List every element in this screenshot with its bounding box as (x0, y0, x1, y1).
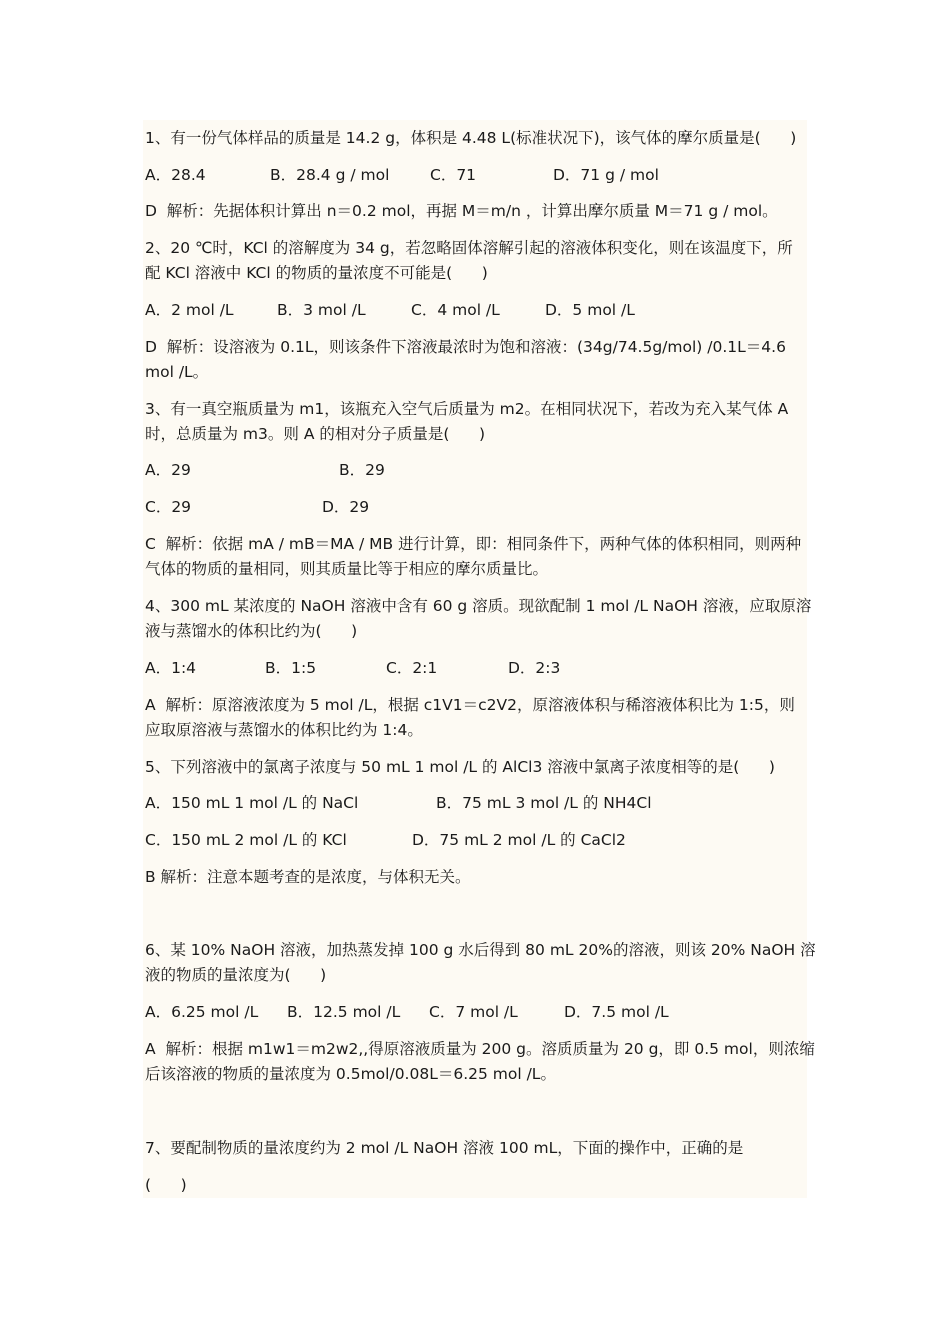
question-2-option-a: A．2 mol /L (145, 301, 234, 319)
question-1-option-a: A．28.4 (145, 166, 206, 184)
question-3-option-c: C．29 (145, 498, 192, 516)
question-6-stem-line-2: 液的物质的量浓度为( ) (145, 966, 327, 984)
question-2-analysis-line-1: D 解析：设溶液为 0.1L，则该条件下溶液最浓时为饱和溶液：(34g/74.5g/mol) /0.1L＝4.6 (145, 338, 786, 356)
question-2-option-d: D．5 mol /L (545, 301, 635, 319)
question-6-option-b: B．12.5 mol /L (287, 1003, 401, 1021)
question-4-option-b: B．1:5 (265, 659, 317, 677)
question-4-analysis-line-1: A 解析：原溶液浓度为 5 mol /L，根据 c1V1＝c2V2，原溶液体积与稀溶液体积比为 1:5，则 (145, 696, 795, 714)
question-4-analysis-line-2: 应取原溶液与蒸馏水的体积比约为 1:4。 (145, 721, 423, 739)
question-3-option-a: A．29 (145, 461, 191, 479)
question-1-stem: 1、有一份气体样品的质量是 14.2 g，体积是 4.48 L(标准状况下)，该气体的摩尔质量是( ) (145, 129, 797, 147)
question-1-option-b: B．28.4 g / mol (270, 166, 390, 184)
question-2-option-c: C．4 mol /L (411, 301, 500, 319)
question-6-option-a: A．6.25 mol /L (145, 1003, 259, 1021)
question-7-stem-line-1: 7、要配制物质的量浓度约为 2 mol /L NaOH 溶液 100 mL，下面的操作中，正确的是 (145, 1139, 744, 1157)
question-6-analysis-line-2: 后该溶液的物质的量浓度为 0.5mol/0.08L＝6.25 mol /L。 (145, 1065, 556, 1083)
question-5-option-d: D．75 mL 2 mol /L 的 CaCl2 (412, 831, 626, 849)
question-3-option-b: B．29 (339, 461, 385, 479)
question-5-option-c: C．150 mL 2 mol /L 的 KCl (145, 831, 347, 849)
question-5-stem: 5、下列溶液中的氯离子浓度与 50 mL 1 mol /L 的 AlCl3 溶液中氯离子浓度相等的是( ) (145, 758, 775, 776)
question-4-stem-line-2: 液与蒸馏水的体积比约为( ) (145, 622, 358, 640)
question-3-stem-line-1: 3、有一真空瓶质量为 m1，该瓶充入空气后质量为 m2。在相同状况下，若改为充入某气体 A (145, 400, 789, 418)
question-2-stem-line-2: 配 KCl 溶液中 KCl 的物质的量浓度不可能是( ) (145, 264, 488, 282)
question-1-option-c: C．71 (430, 166, 477, 184)
question-3-option-d: D．29 (322, 498, 370, 516)
question-5-analysis: B 解析：注意本题考查的是浓度，与体积无关。 (145, 868, 471, 886)
question-1-option-d: D．71 g / mol (553, 166, 659, 184)
question-7-stem-line-2: ( ) (145, 1176, 187, 1194)
question-5-option-b: B．75 mL 3 mol /L 的 NH4Cl (436, 794, 652, 812)
question-1-analysis: D 解析：先据体积计算出 n＝0.2 mol，再据 M＝m/n ，计算出摩尔质量 M＝71 g / mol。 (145, 202, 778, 220)
question-4-option-d: D．2:3 (508, 659, 561, 677)
question-4-stem-line-1: 4、300 mL 某浓度的 NaOH 溶液中含有 60 g 溶质。现欲配制 1 mol /L NaOH 溶液，应取原溶 (145, 597, 812, 615)
question-2-option-b: B．3 mol /L (277, 301, 366, 319)
question-3-stem-line-2: 时，总质量为 m3。则 A 的相对分子质量是( ) (145, 425, 486, 443)
question-6-analysis-line-1: A 解析：根据 m1w1＝m2w2,,得原溶液质量为 200 g。溶质质量为 20 g，即 0.5 mol，则浓缩 (145, 1040, 815, 1058)
question-6-option-c: C．7 mol /L (429, 1003, 518, 1021)
question-6-option-d: D．7.5 mol /L (564, 1003, 669, 1021)
question-3-analysis-line-2: 气体的物质的量相同，则其质量比等于相应的摩尔质量比。 (145, 560, 549, 578)
question-6-stem-line-1: 6、某 10% NaOH 溶液，加热蒸发掉 100 g 水后得到 80 mL 20%的溶液，则该 20% NaOH 溶 (145, 941, 816, 959)
question-3-analysis-line-1: C 解析：依据 mA / mB＝MA / MB 进行计算，即：相同条件下，两种气体的体积相同，则两种 (145, 535, 802, 553)
question-5-option-a: A．150 mL 1 mol /L 的 NaCl (145, 794, 359, 812)
question-2-stem-line-1: 2、20 ℃时，KCl 的溶解度为 34 g，若忽略固体溶解引起的溶液体积变化，则在该温度下，所 (145, 239, 793, 257)
question-4-option-c: C．2:1 (386, 659, 438, 677)
question-2-analysis-line-2: mol /L。 (145, 363, 209, 381)
question-4-option-a: A．1:4 (145, 659, 197, 677)
